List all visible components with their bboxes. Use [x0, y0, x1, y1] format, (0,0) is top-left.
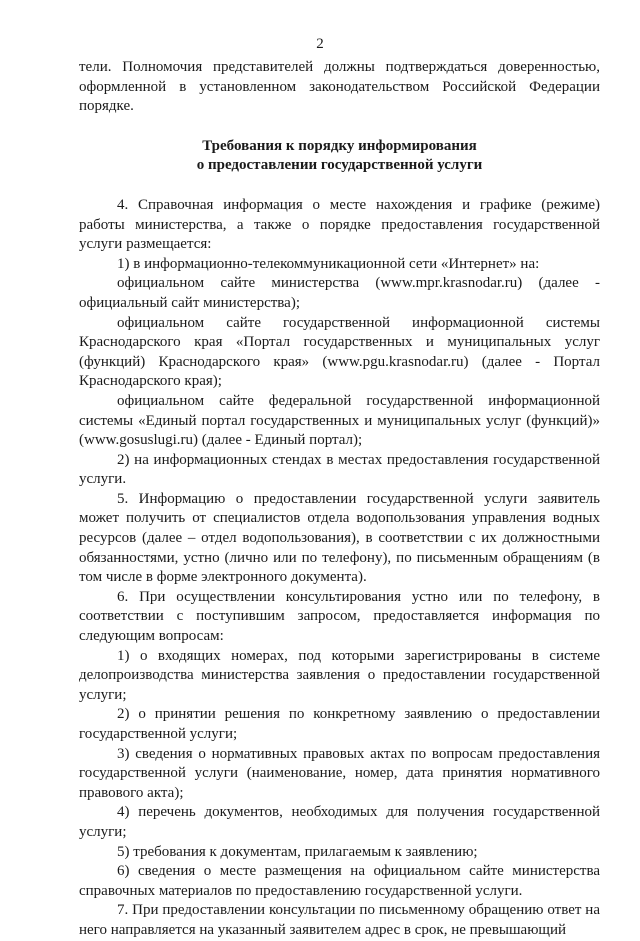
paragraph-4-unified-portal: официальном сайте федеральной государственной информационной системы «Единый портал государственных и муниципальных услуг (функций)» (www.gosuslugi.ru) (далее - Единый портал); — [79, 392, 600, 449]
section-heading-line-2: о предоставлении государственной услуги — [196, 157, 483, 174]
paragraph-4-item-1: 1) в информационно-телекоммуникационной сети «Интернет» на: — [117, 255, 540, 272]
document-body — [79, 58, 600, 941]
paragraph-4-item-2: 2) на информационных стендах в местах предоставления государственной услуги. — [79, 451, 600, 488]
paragraph-7: 7. При предоставлении консультации по письменному обращению ответ на него направляется на указанный заявителем адрес в срок, не превышающий — [79, 902, 600, 938]
paragraph-6: 6. При осуществлении консультирования устно или по телефону, в соответствии с поступившим запросом, предоставляется информация по следующим вопросам: — [79, 588, 600, 645]
intro-paragraph: тели. Полномочия представителей должны подтверждаться доверенностью, оформленной в установленном законодательством Российской Федерации порядке. — [79, 59, 600, 115]
page-number: 2 — [316, 36, 324, 52]
paragraph-6-item-4: 4) перечень документов, необходимых для получения государственной услуги; — [79, 804, 600, 840]
paragraph-5: 5. Информацию о предоставлении государственной услуги заявитель может получить от специалистов отдела водопользования управления водных ресурсов (далее – отдел водопользования), в соответствии с их должностными обязанностями, устно (лично или по телефону), по письменным обращениям (в том числе в форме электронного документа). — [79, 490, 600, 586]
paragraph-4-official-site: официальном сайте министерства (www.mpr.krasnodar.ru) (далее - официальный сайт министерства); — [79, 275, 600, 311]
paragraph-6-item-3: 3) сведения о нормативных правовых актах по вопросам предоставления государственной услуги (наименование, номер, дата принятия нормативного правового акта); — [79, 745, 600, 801]
paragraph-6-item-1: 1) о входящих номерах, под которыми зарегистрированы в системе делопроизводства министерства заявления о предоставлении государственной услуги; — [79, 647, 600, 703]
section-heading — [79, 137, 600, 176]
paragraph-4: 4. Справочная информация о месте нахождения и графике (режиме) работы министерства, а также о порядке предоставления государственной услуги размещается: — [79, 196, 600, 253]
paragraph-6-item-6: 6) сведения о месте размещения на официальном сайте министерства справочных материалов по предоставлению государственной услуги. — [79, 863, 600, 899]
paragraph-6-item-5: 5) требования к документам, прилагаемым к заявлению; — [117, 843, 478, 860]
paragraph-6-item-2: 2) о принятии решения по конкретному заявлению о предоставлении государственной услуги; — [79, 706, 600, 742]
paragraph-4-regional-portal: официальном сайте государственной информационной системы Краснодарского края «Портал государственных и муниципальных услуг (функций) Краснодарского края» (www.pgu.krasnodar.ru) (далее - Портал Краснодарского края); — [79, 314, 600, 390]
section-heading-line-1: Требования к порядку информирования — [202, 137, 477, 154]
